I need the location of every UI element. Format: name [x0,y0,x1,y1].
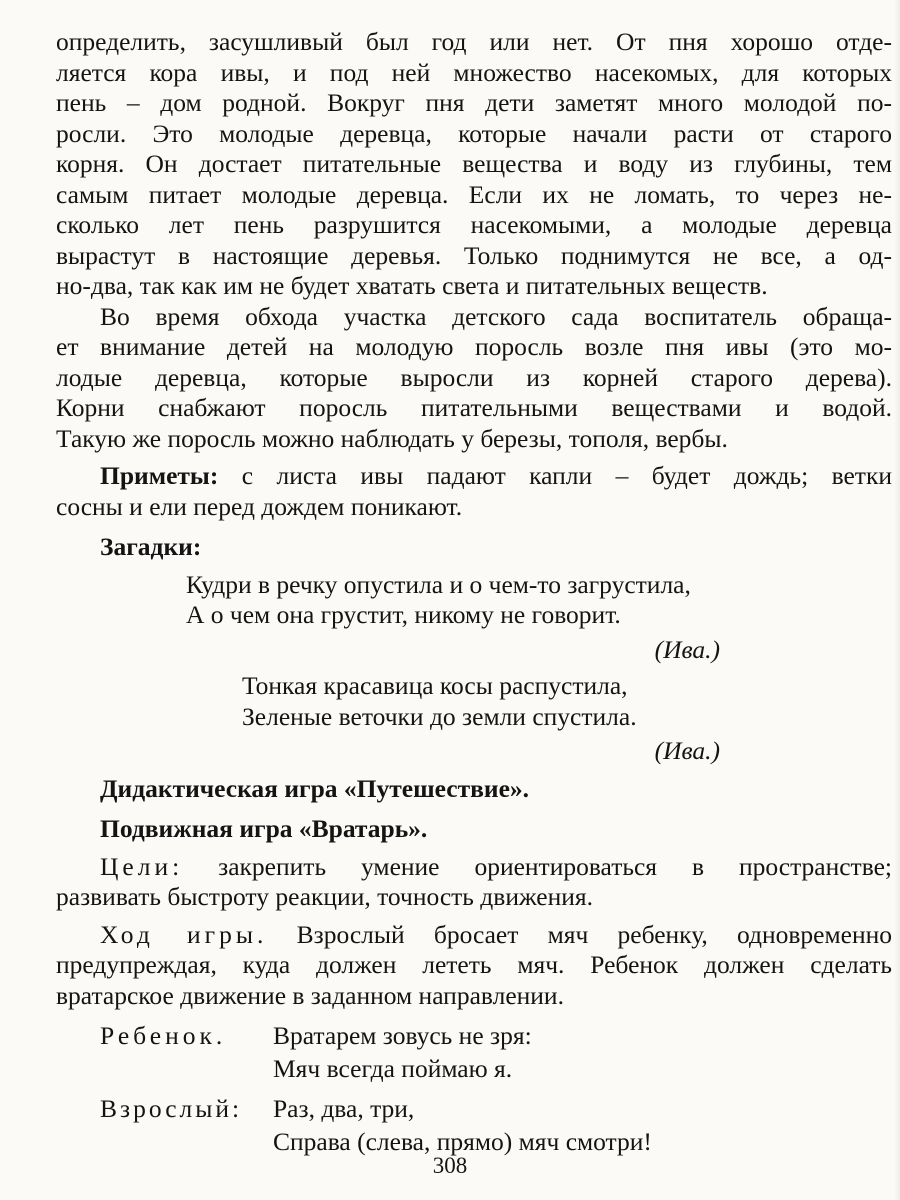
text-line: Корни снабжают поросль питательными веществами и водой. [56,393,892,422]
paragraph-stump-description [56,27,892,302]
signs-text: с листа ивы падают капли – будет дождь; ветки [218,461,892,490]
text-line: определить, засушливый был год или нет. От пня хорошо отде- [56,27,892,56]
page-number: 308 [432,1153,468,1178]
dialog-line: Справа (слева, прямо) мяч смотри! [273,1126,652,1156]
dialog-adult [56,1094,892,1157]
text-line: сосны и ели перед дождем поникают. [56,491,463,521]
text-line: пень – дом родной. Вокруг пня дети заметят много молодой по- [56,88,892,117]
dialog-line: Вратарем зовусь не зря: [273,1021,532,1050]
goals-section [56,852,892,913]
outdoor-game-heading: Подвижная игра «Вратарь». [100,814,428,843]
verse-line: А о чем она грустит, никому не говорит. [186,600,621,629]
procedure-section [56,920,892,1012]
book-page [56,27,892,1157]
verse-line: Тонкая красавица косы распустила, [242,671,628,700]
text-line: самым питает молодые деревца. Если их не ломать, то через не- [56,179,892,209]
riddle-2 [56,671,892,732]
text-line: развивать быстроту реакции, точность движения. [56,882,593,911]
riddles-section [56,532,892,767]
speaker-child: Ребенок. [100,1021,227,1050]
text-line: Такую же поросль можно наблюдать у березы, тополя, вербы. [56,423,728,453]
text-line: ет внимание детей на молодую поросль возле пня ивы (это мо- [56,332,892,361]
text-line: росли. Это молодые деревца, которые начали расти от старого [56,118,892,148]
text-line: корня. Он достает питательные вещества и воду из глубины, тем [56,149,892,178]
dialog-line: Мяч всегда поймаю я. [273,1053,513,1083]
signs-section [56,461,892,522]
text-line: вратарское движение в заданном направлении. [56,980,564,1010]
procedure-label: Ход игры. [100,919,268,949]
text-line: лодые деревца, которые выросли из корней старого дерева). [56,362,892,392]
page-edge-shadow [894,0,900,1200]
verse-line: Зеленые веточки до земли спустила. [242,701,637,731]
riddle-answer: (Ива.) [654,634,720,664]
text-line: Во время обхода участка детского сада воспитатель обраща- [100,301,892,331]
speaker-adult: Взрослый: [100,1094,243,1123]
dialog-child [56,1021,892,1084]
riddle-1 [56,570,892,631]
didactic-game-heading: Дидактическая игра «Путешествие». [100,773,530,803]
text-line: сколько лет пень разрушится насекомыми, а молодые деревца [56,210,892,239]
dialog-line: Раз, два, три, [273,1094,415,1123]
text-line: ляется кора ивы, и под ней множество насекомых, для которых [56,57,892,87]
riddle-answer: (Ива.) [654,736,720,765]
goals-text: закрепить умение ориентироваться в пространстве; [183,851,892,881]
text-line [56,461,892,492]
procedure-text: Взрослый бросает мяч ребенку, одновременно [267,919,892,949]
text-line [56,920,892,951]
paragraph-young-growth [56,302,892,455]
text-line: вырастут в настоящие деревья. Только поднимутся не все, а од- [56,240,892,270]
goals-label: Цели: [100,851,184,881]
riddles-heading: Загадки: [100,532,202,561]
signs-label: Приметы: [100,461,219,490]
verse-line: Кудри в речку опустила и о чем-то загрустила, [186,569,691,599]
text-line: но-два, так как им не будет хватать света и питательных веществ. [56,271,768,300]
text-line [56,852,892,883]
text-line: предупреждая, куда должен лететь мяч. Ребенок должен сделать [56,950,892,979]
